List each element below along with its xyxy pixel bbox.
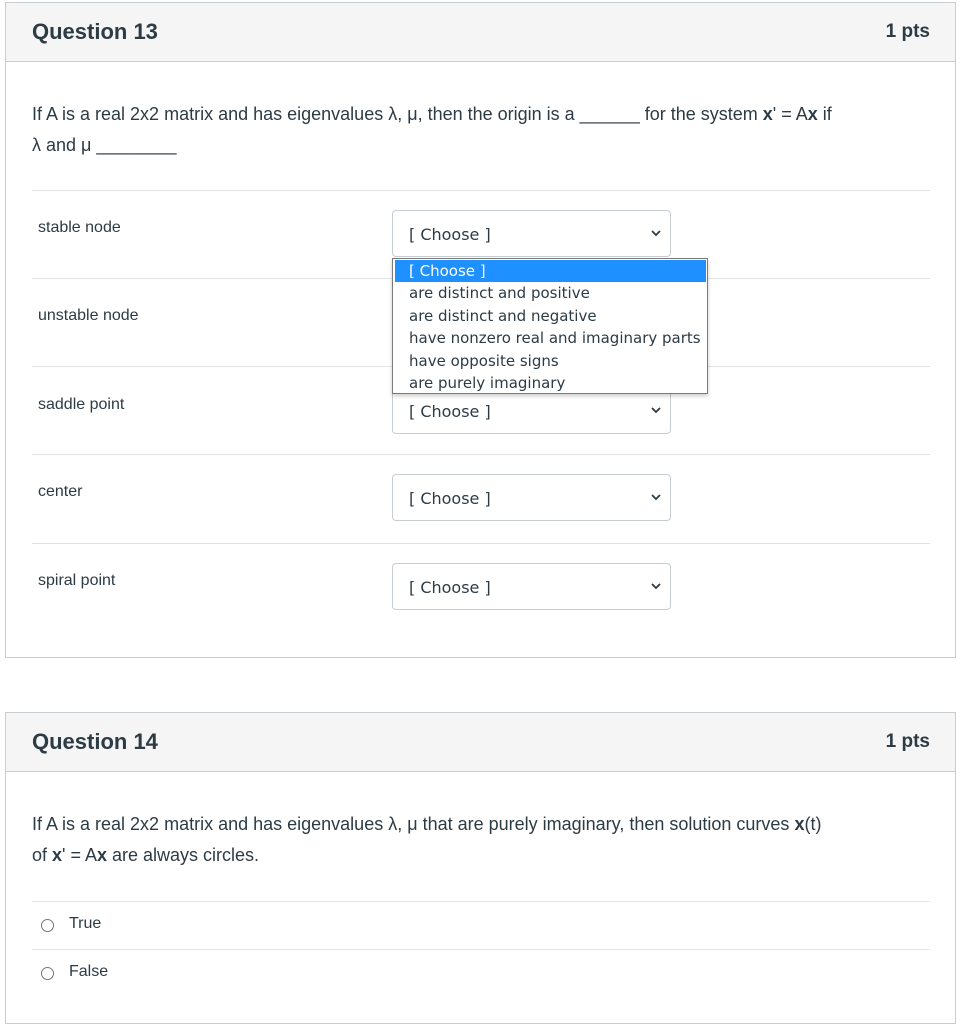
question-text-vector: x	[97, 845, 108, 865]
dropdown-option[interactable]: have nonzero real and imaginary parts	[409, 329, 701, 348]
answer-option-false[interactable]	[32, 949, 930, 998]
select-value: [ Choose ]	[409, 489, 491, 508]
match-label: unstable node	[38, 307, 139, 324]
question-points: 1 pts	[885, 731, 930, 752]
question-text-vector: x	[52, 845, 63, 865]
match-label: center	[38, 483, 83, 500]
match-label: saddle point	[38, 396, 125, 413]
match-label: stable node	[38, 219, 121, 236]
dropdown-option[interactable]: have opposite signs	[409, 351, 559, 370]
select-dropdown-list	[392, 258, 708, 394]
chevron-down-icon	[651, 581, 661, 591]
match-row-spiral-point	[32, 543, 930, 632]
question-text-part: ' = A	[772, 104, 808, 124]
question-header	[6, 3, 955, 62]
radio-button[interactable]	[41, 967, 54, 980]
answer-select[interactable]	[392, 563, 671, 610]
chevron-down-icon	[651, 492, 661, 502]
question-text-part: ' = A	[62, 845, 97, 865]
question-text-part: If A is a real 2x2 matrix and has eigenvalues λ, μ that are purely imaginary, then solution curves	[32, 814, 795, 834]
answer-select[interactable]	[392, 474, 671, 521]
question-text-part: (t)	[804, 814, 822, 834]
question-text-vector: x	[762, 104, 773, 124]
question-text-part: of	[32, 845, 53, 865]
dropdown-option[interactable]: are distinct and positive	[409, 284, 590, 303]
dropdown-option[interactable]: are distinct and negative	[409, 306, 597, 325]
question-title: Question 13	[32, 19, 158, 44]
answer-select[interactable]	[392, 210, 671, 257]
question-14-card	[5, 712, 956, 1024]
answer-option-true[interactable]	[32, 901, 930, 950]
question-text-line2: λ and μ ________	[32, 135, 177, 155]
question-header	[6, 713, 955, 772]
dropdown-option[interactable]: are purely imaginary	[409, 373, 566, 392]
question-text-vector: x	[794, 814, 805, 834]
chevron-down-icon	[651, 228, 661, 238]
question-text-part: are always circles.	[107, 845, 260, 865]
chevron-down-icon	[651, 405, 661, 415]
select-value: [ Choose ]	[409, 225, 491, 244]
question-text	[32, 99, 929, 161]
question-text-part: if	[817, 104, 832, 124]
question-text-vector: x	[807, 104, 818, 124]
answer-label: False	[69, 963, 109, 980]
select-value: [ Choose ]	[409, 578, 491, 597]
question-points: 1 pts	[885, 21, 930, 42]
question-title: Question 14	[32, 729, 158, 754]
dropdown-option[interactable]: [ Choose ]	[395, 260, 706, 282]
radio-button[interactable]	[41, 919, 54, 932]
answer-label: True	[69, 915, 102, 932]
select-value: [ Choose ]	[409, 402, 491, 421]
question-text	[32, 809, 929, 871]
match-row-center	[32, 454, 930, 543]
match-label: spiral point	[38, 572, 116, 589]
question-text-part: If A is a real 2x2 matrix and has eigenvalues λ, μ, then the origin is a ______ for the system	[32, 104, 763, 124]
